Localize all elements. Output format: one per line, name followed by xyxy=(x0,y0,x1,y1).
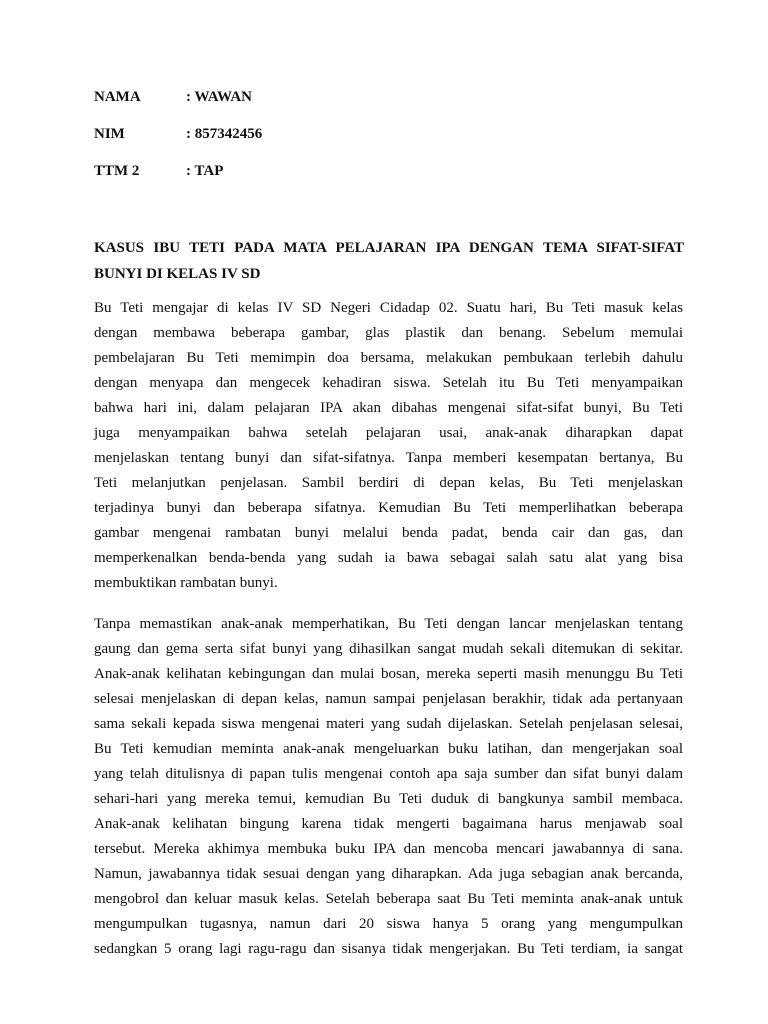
header-label: NAMA xyxy=(94,89,141,105)
paragraph-line: gambar mengenai rambatan bunyi melalui benda padat, benda cair dan gas, dan xyxy=(94,525,683,541)
paragraph-line: terjadinya bunyi dan beberapa sifatnya. Kemudian Bu Teti memperlihatkan beberapa xyxy=(94,500,683,516)
paragraph-line: sama sekali kepada siswa mengenai materi yang sudah dijelaskan. Setelah penjelasan selesai, xyxy=(94,716,683,732)
paragraph-line: juga menyampaikan bahwa setelah pelajaran usai, anak-anak diharapkan dapat xyxy=(94,425,683,441)
paragraph-line: mengumpulkan tugasnya, namun dari 20 siswa hanya 5 orang yang mengumpulkan xyxy=(94,916,683,932)
paragraph-line: dengan membawa beberapa gambar, glas plastik dan benang. Sebelum memulai xyxy=(94,325,683,341)
paragraph-line: dengan menyapa dan mengecek kehadiran siswa. Setelah itu Bu Teti menyampaikan xyxy=(94,375,683,391)
paragraph-line: Bu Teti mengajar di kelas IV SD Negeri Cidadap 02. Suatu hari, Bu Teti masuk kelas xyxy=(94,300,683,316)
paragraph-line: pembelajaran Bu Teti memimpin doa bersama, melakukan pembukaan terlebih dahulu xyxy=(94,350,683,366)
paragraph-line: yang telah ditulisnya di papan tulis mengenai contoh apa saja sumber dan sifat bunyi dalam xyxy=(94,766,683,782)
paragraph-line: selesai menjelaskan di depan kelas, namun sampai penjelasan berakhir, tidak ada pertanyaan xyxy=(94,691,683,707)
paragraph-line: bahwa hari ini, dalam pelajaran IPA akan dibahas mengenai sifat-sifat bunyi, Bu Teti xyxy=(94,400,683,416)
paragraph-line: Tanpa memastikan anak-anak memperhatikan, Bu Teti dengan lancar menjelaskan tentang xyxy=(94,616,683,632)
paragraph-line: Namun, jawabannya tidak sesuai dengan yang diharapkan. Ada juga sebagian anak bercanda, xyxy=(94,866,683,882)
header-label: TTM 2 xyxy=(94,163,140,179)
header-value: : WAWAN xyxy=(186,89,252,105)
paragraph-line: mengobrol dan keluar masuk kelas. Setelah beberapa saat Bu Teti meminta anak-anak untuk xyxy=(94,891,683,907)
title-line: BUNYI DI KELAS IV SD xyxy=(94,266,261,282)
header-row-nim xyxy=(94,125,262,143)
header-row-nama xyxy=(94,88,252,106)
header-label: NIM xyxy=(94,126,125,142)
paragraph-line: gaung dan gema serta sifat bunyi yang dihasilkan sangat mudah sekali ditemukan di sekitar. xyxy=(94,641,683,657)
paragraph-line: membuktikan rambatan bunyi. xyxy=(94,575,278,591)
paragraph-2 xyxy=(94,612,683,962)
paragraph-line: memperkenalkan benda-benda yang sudah ia bawa sebagai salah satu alat yang bisa xyxy=(94,550,683,566)
header-value: : TAP xyxy=(186,163,224,179)
paragraph-line: Anak-anak kelihatan bingung karena tidak mengerti bagaimana harus menjawab soal xyxy=(94,816,683,832)
header-value: : 857342456 xyxy=(186,126,263,142)
paragraph-line: Anak-anak kelihatan kebingungan dan mulai bosan, mereka seperti masih menunggu Bu Teti xyxy=(94,666,683,682)
document-title xyxy=(94,235,684,287)
title-line: KASUS IBU TETI PADA MATA PELAJARAN IPA DENGAN TEMA SIFAT-SIFAT xyxy=(94,240,684,256)
paragraph-line: tersebut. Mereka akhimya membuka buku IPA dan mencoba mencari jawabannya di sana. xyxy=(94,841,683,857)
paragraph-line: sedangkan 5 orang lagi ragu-ragu dan sisanya tidak mengerjakan. Bu Teti terdiam, ia sangat xyxy=(94,941,683,957)
paragraph-line: Teti melanjutkan penjelasan. Sambil berdiri di depan kelas, Bu Teti menjelaskan xyxy=(94,475,683,491)
paragraph-line: menjelaskan tentang bunyi dan sifat-sifatnya. Tanpa memberi kesempatan bertanya, Bu xyxy=(94,450,683,466)
paragraph-line: sehari-hari yang mereka temui, kemudian Bu Teti duduk di bangkunya sambil membaca. xyxy=(94,791,683,807)
paragraph-line: Bu Teti kemudian meminta anak-anak mengeluarkan buku latihan, dan mengerjakan soal xyxy=(94,741,683,757)
paragraph-1 xyxy=(94,296,683,596)
header-row-ttm xyxy=(94,162,223,180)
